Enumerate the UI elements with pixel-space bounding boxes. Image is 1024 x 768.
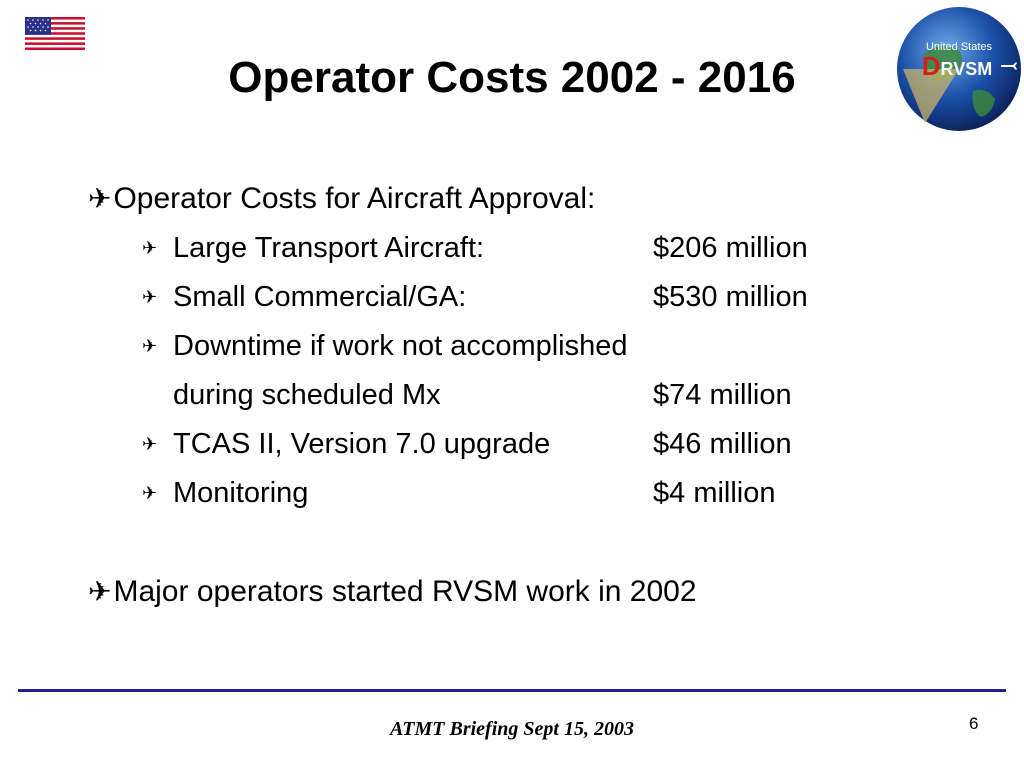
sub-bullet-label: Monitoring: [173, 477, 309, 509]
airplane-icon: ✈: [142, 287, 158, 307]
slide-title: Operator Costs 2002 - 2016: [228, 53, 796, 102]
logo-line1: United States: [925, 41, 993, 53]
footer-text: ATMT Briefing Sept 15, 2003: [390, 718, 634, 740]
cost-value: $530 million: [653, 281, 808, 313]
us-flag-icon: [25, 17, 85, 50]
airplane-icon: ✈: [142, 483, 158, 503]
bullet-major-operators: [88, 574, 697, 610]
sub-bullet-label: Large Transport Aircraft:: [173, 232, 485, 264]
cost-value: $46 million: [653, 428, 792, 460]
sub-bullet-label: Downtime if work not accomplished: [173, 330, 628, 362]
logo-rest: RVSM: [940, 59, 993, 79]
sub-bullet-tcas: [142, 426, 550, 462]
airplane-icon: ✈: [88, 183, 112, 214]
cost-value: $206 million: [653, 232, 808, 264]
sub-bullet-label-cont: during scheduled Mx: [173, 379, 441, 411]
cost-value: $74 million: [653, 379, 792, 411]
airplane-icon: ✈: [88, 576, 112, 607]
footer-divider: [18, 689, 1006, 692]
bullet-operator-costs: [88, 181, 595, 217]
bullet-text: Major operators started RVSM work in 2002: [113, 575, 697, 608]
logo-initial: D: [921, 51, 941, 81]
airplane-icon: ✈: [142, 336, 158, 356]
sub-bullet-downtime-cont: [142, 377, 441, 413]
sub-bullet-monitoring: [142, 475, 308, 511]
sub-bullet-small-commercial: [142, 279, 466, 315]
sub-bullet-label: TCAS II, Version 7.0 upgrade: [173, 428, 551, 460]
bullet-text: Operator Costs for Aircraft Approval:: [113, 182, 596, 215]
page-number: 6: [969, 714, 979, 733]
cost-value: $4 million: [653, 477, 776, 509]
sub-bullet-downtime: [142, 328, 628, 364]
sub-bullet-large-transport: [142, 230, 484, 266]
airplane-icon: ✈: [142, 434, 158, 454]
sub-bullet-label: Small Commercial/GA:: [173, 281, 467, 313]
airplane-icon: ✈: [142, 238, 158, 258]
